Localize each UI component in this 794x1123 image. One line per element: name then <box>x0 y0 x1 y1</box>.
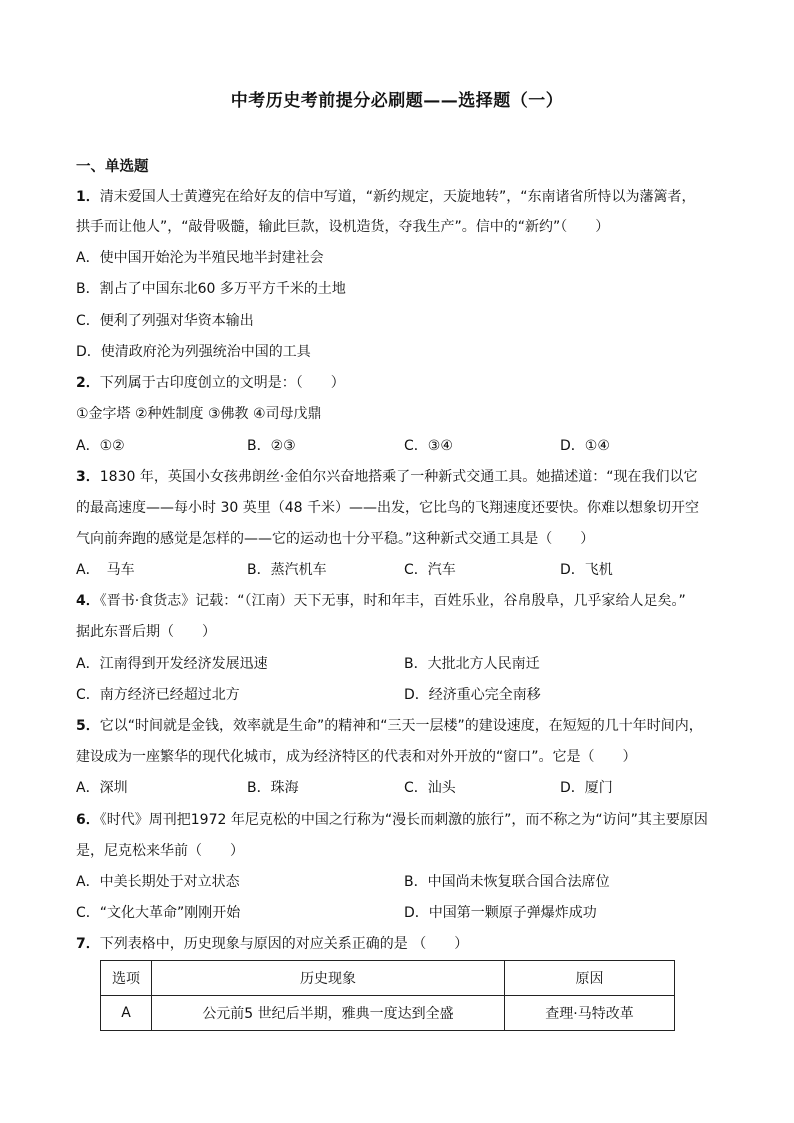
table-header-cell: 选项 <box>101 961 152 996</box>
table-header-cell: 原因 <box>505 961 675 996</box>
question-4-line-2: 据此东晋后期（ ） <box>76 624 216 640</box>
question-text: 1830 年，英国小女孩弗朗丝·金伯尔兴奋地搭乘了一种新式交通工具。她描述道：“现在我们以它 <box>99 469 698 485</box>
question-5-option-a[interactable]: A．深圳 <box>76 780 128 796</box>
question-6-option-b[interactable]: B．中国尚未恢复联合国合法席位 <box>404 874 610 890</box>
question-number: 5． <box>76 718 100 734</box>
table-cell: 公元前5 世纪后半期，雅典一度达到全盛 <box>152 996 505 1031</box>
question-number: 2． <box>76 375 100 391</box>
question-3-line-1 <box>76 467 698 487</box>
question-3-option-d[interactable]: D．飞机 <box>560 562 613 578</box>
question-5-line-2: 建设成为一座繁华的现代化城市，成为经济特区的代表和对外开放的“窗口”。它是（ ） <box>76 749 637 765</box>
question-4-line-1 <box>76 591 686 611</box>
question-2-items: ①金字塔 ②种姓制度 ③佛教 ④司母戊鼎 <box>76 406 322 422</box>
question-6-line-2: 是，尼克松来华前（ ） <box>76 843 244 859</box>
table-cell: A <box>101 996 152 1031</box>
question-2-option-c[interactable]: C．③④ <box>404 438 453 454</box>
section-heading: 一、单选题 <box>76 159 149 175</box>
table-row <box>101 996 675 1031</box>
question-text: 《时代》周刊把1972 年尼克松的中国之行称为“漫长而刺激的旅行”，而不称之为“访问”其主要原因 <box>99 812 708 828</box>
table-header-cell: 历史现象 <box>152 961 505 996</box>
question-7-stem <box>76 934 468 954</box>
page-title: 中考历史考前提分必刷题——选择题（一） <box>230 91 564 111</box>
question-5-option-b[interactable]: B．珠海 <box>247 780 299 796</box>
question-3-line-3: 气向前奔跑的感觉是怎样的——它的运动也十分平稳。”这种新式交通工具是（ ） <box>76 531 595 547</box>
question-6-option-d[interactable]: D．中国第一颗原子弹爆炸成功 <box>404 905 597 921</box>
question-4-option-b[interactable]: B．大批北方人民南迁 <box>404 656 540 672</box>
table-cell: 查理·马特改革 <box>505 996 675 1031</box>
question-number: 1． <box>76 189 100 205</box>
question-text: 它以“时间就是金钱，效率就是生命”的精神和“三天一层楼”的建设速度，在短短的几十年时间内， <box>99 718 703 734</box>
question-number: 4． <box>76 593 100 609</box>
question-4-option-a[interactable]: A．江南得到开发经济发展迅速 <box>76 656 268 672</box>
question-1-option-a[interactable]: A．使中国开始沦为半殖民地半封建社会 <box>76 250 324 266</box>
question-number: 6． <box>76 812 100 828</box>
question-text: 清末爱国人士黄遵宪在给好友的信中写道，“新约规定，天旋地转”，“东南诸省所恃以为藩篱者， <box>99 189 696 205</box>
question-2-option-a[interactable]: A．①② <box>76 438 125 454</box>
question-6-line-1 <box>76 810 708 830</box>
question-text: 《晋书·食货志》记载：“（江南）天下无事，时和年丰，百姓乐业，谷帛殷阜，几乎家给人足矣。” <box>99 593 686 609</box>
question-2-stem <box>76 373 345 393</box>
question-3-option-c[interactable]: C．汽车 <box>404 562 456 578</box>
question-2-option-d[interactable]: D．①④ <box>560 438 610 454</box>
question-text: 下列表格中，历史现象与原因的对应关系正确的是 （ ） <box>99 936 469 952</box>
question-7-table <box>100 960 675 1031</box>
question-4-option-d[interactable]: D．经济重心完全南移 <box>404 687 541 703</box>
question-3-option-a[interactable]: A． 马车 <box>76 562 135 578</box>
question-6-option-c[interactable]: C．“文化大革命”刚刚开始 <box>76 905 241 921</box>
question-1-option-d[interactable]: D．使清政府沦为列强统治中国的工具 <box>76 344 311 360</box>
question-text: 下列属于古印度创立的文明是：（ ） <box>99 375 345 391</box>
question-5-line-1 <box>76 716 703 736</box>
question-6-option-a[interactable]: A．中美长期处于对立状态 <box>76 874 240 890</box>
question-number: 3． <box>76 469 100 485</box>
question-1-option-c[interactable]: C．便利了列强对华资本输出 <box>76 313 254 329</box>
table-header-row <box>101 961 675 996</box>
question-1-line-1 <box>76 187 696 207</box>
question-number: 7． <box>76 936 100 952</box>
question-5-option-d[interactable]: D．厦门 <box>560 780 613 796</box>
question-3-line-2: 的最高速度——每小时 30 英里（48 千米）——出发，它比鸟的飞翔速度还要快。你难以想象切开空 <box>76 500 699 516</box>
question-3-option-b[interactable]: B．蒸汽机车 <box>247 562 327 578</box>
question-4-option-c[interactable]: C．南方经济已经超过北方 <box>76 687 240 703</box>
question-1-line-2: 拱手而让他人”，“敲骨吸髓，输此巨款，设机造货，夺我生产”。信中的“新约”（ ） <box>76 219 610 235</box>
question-1-option-b[interactable]: B．割占了中国东北60 多万平方千米的土地 <box>76 281 346 297</box>
question-5-option-c[interactable]: C．汕头 <box>404 780 456 796</box>
question-2-option-b[interactable]: B．②③ <box>247 438 296 454</box>
